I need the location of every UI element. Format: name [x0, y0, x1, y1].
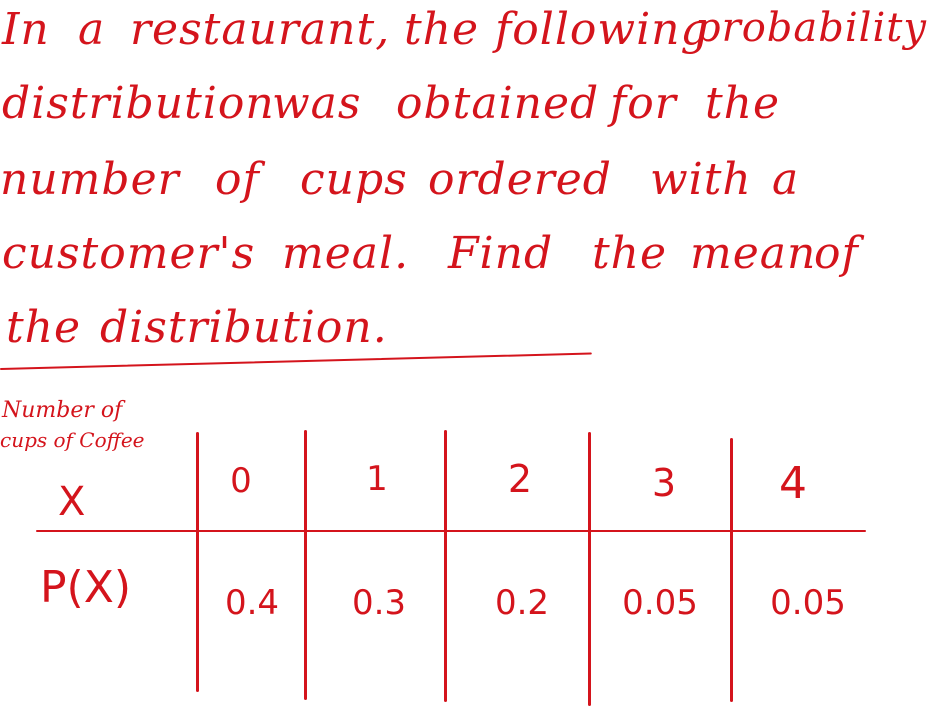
word: meal. — [282, 228, 410, 279]
header-variable: X — [58, 479, 86, 525]
word: distribution — [2, 78, 275, 129]
p-value-cell: 0.4 — [224, 583, 280, 623]
p-value-cell: 0.05 — [622, 583, 698, 623]
problem-separator — [0, 353, 592, 370]
word: probability — [695, 5, 927, 51]
row-label-px: P(X) — [40, 562, 132, 613]
word: number — [0, 154, 180, 205]
word: a — [78, 4, 106, 55]
word: of — [814, 228, 859, 279]
header-label-line-2: cups of Coffee — [0, 428, 145, 452]
word: In — [2, 4, 50, 55]
word: Find — [448, 228, 554, 279]
x-value-cell: 2 — [507, 457, 533, 501]
word: mean — [690, 228, 817, 279]
word: of — [215, 154, 260, 205]
table-vertical-line — [730, 438, 733, 702]
x-value-cell: 3 — [651, 461, 677, 505]
word: customer's — [2, 228, 256, 279]
table-vertical-line — [196, 432, 199, 692]
word: ordered — [428, 154, 612, 205]
word: distribution. — [100, 302, 388, 353]
word: obtained — [396, 78, 600, 129]
word: cups — [300, 154, 408, 205]
word: was — [272, 78, 362, 129]
table-horizontal-line — [36, 530, 866, 532]
p-value-cell: 0.2 — [494, 583, 550, 623]
table-vertical-line — [444, 430, 447, 702]
table-vertical-line — [304, 430, 307, 700]
word: the — [592, 228, 668, 279]
word: the — [404, 4, 480, 55]
header-label-line-1: Number of — [2, 398, 123, 423]
x-value-cell: 0 — [230, 461, 252, 501]
word: following — [495, 4, 710, 55]
x-value-cell: 4 — [779, 458, 807, 509]
word: the — [6, 302, 82, 353]
x-value-cell: 1 — [366, 459, 388, 499]
word: for — [610, 78, 677, 129]
p-value-cell: 0.05 — [770, 583, 846, 623]
table-vertical-line — [588, 432, 591, 706]
word: with — [650, 154, 752, 205]
word: a — [772, 154, 800, 205]
word: the — [705, 78, 781, 129]
word: restaurant, — [130, 4, 391, 55]
p-value-cell: 0.3 — [351, 583, 407, 623]
